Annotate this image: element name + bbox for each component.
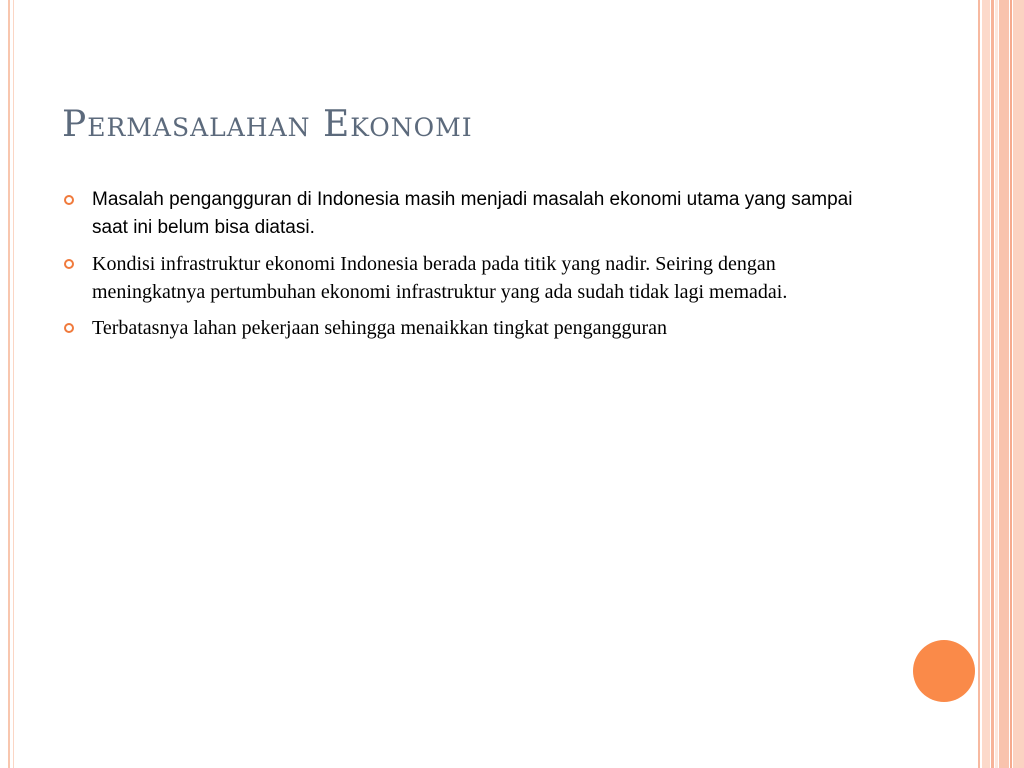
stripe: [995, 0, 998, 768]
decorative-circle-icon: [913, 640, 975, 702]
slide-title: Permasalahan Ekonomi: [62, 104, 473, 145]
bullet-text: Terbatasnya lahan pekerjaan sehingga menaikkan tingkat pengangguran: [92, 317, 668, 339]
hollow-circle-icon: [64, 259, 74, 269]
bullet-list: [64, 186, 884, 350]
right-decorative-stripes: [978, 0, 1024, 768]
stripe: [978, 0, 980, 768]
bullet-text: Masalah pengangguran di Indonesia masih menjadi masalah ekonomi utama yang sampai saat ini belum bisa diatasi.: [92, 189, 853, 238]
left-border-line: [8, 0, 10, 768]
stripe: [1010, 0, 1012, 768]
left-border-line: [13, 0, 14, 768]
bullet-item: [64, 250, 884, 306]
stripe: [991, 0, 994, 768]
stripe: [999, 0, 1009, 768]
stripe: [982, 0, 990, 768]
stripe: [1013, 0, 1024, 768]
bullet-item: [64, 314, 884, 342]
bullet-text: Kondisi infrastruktur ekonomi Indonesia berada pada titik yang nadir. Seiring dengan meningkatnya pertumbuhan ekonomi infrastruktur yang ada sudah tidak lagi memadai.: [92, 253, 788, 303]
hollow-circle-icon: [64, 323, 74, 333]
hollow-circle-icon: [64, 195, 74, 205]
bullet-item: [64, 186, 884, 242]
